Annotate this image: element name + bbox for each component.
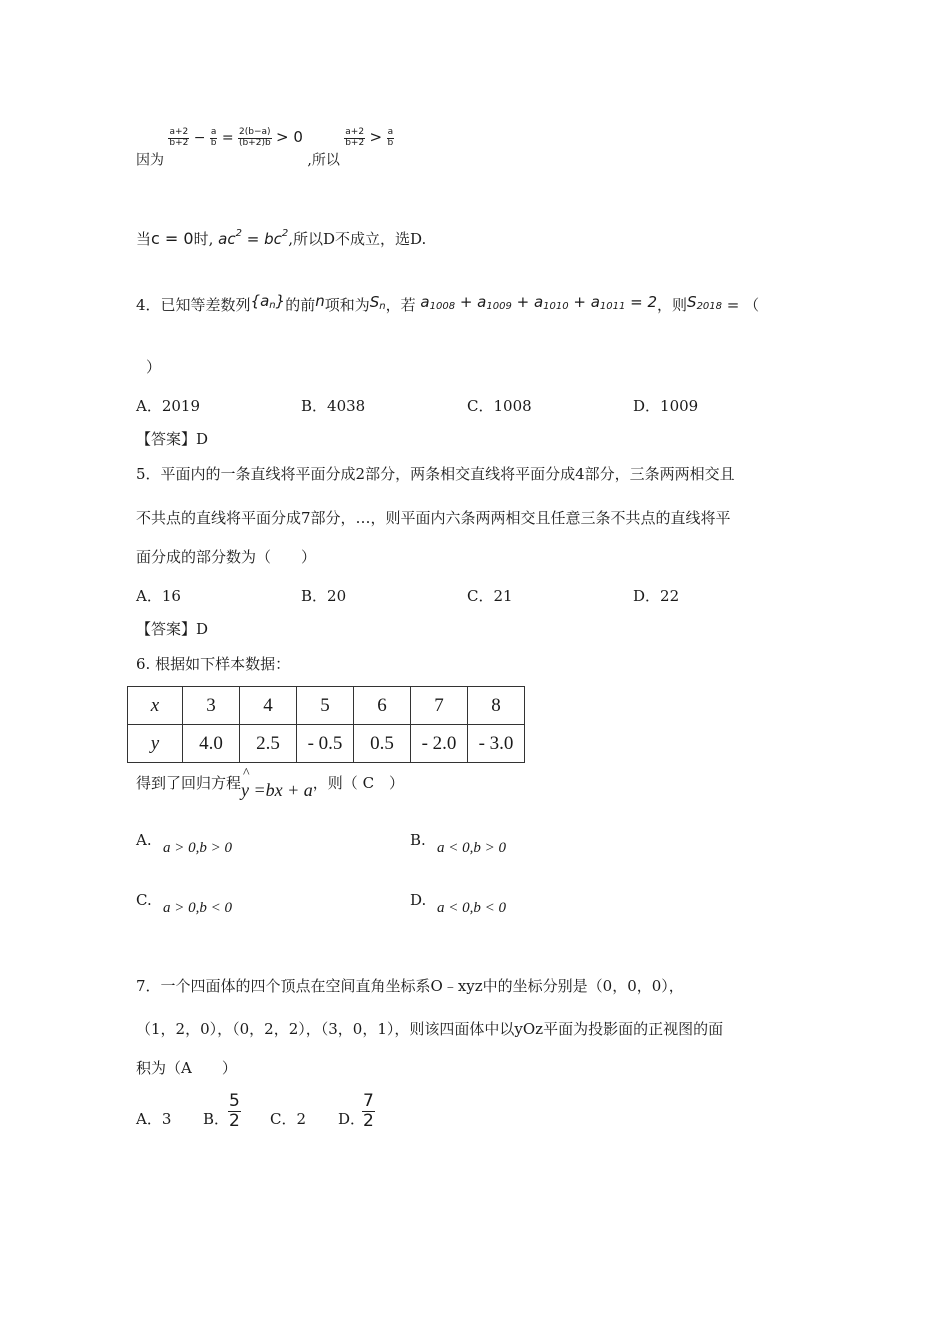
q7-option-a[interactable]: A．3 [136, 1110, 172, 1128]
greater-than-sign: > [369, 128, 383, 147]
subscript: 1011 [599, 301, 626, 312]
sample-data-table [127, 686, 525, 763]
equation-rhs: = bc [241, 230, 282, 248]
numerator: 7 [363, 1091, 374, 1111]
question-4-close [146, 358, 161, 376]
term-a: a [420, 293, 430, 311]
regression-equation [241, 766, 313, 802]
table-row-y [128, 725, 525, 763]
question-4-stem [136, 292, 760, 316]
seq-close: } [275, 292, 286, 310]
q5-option-b[interactable]: B．20 [301, 587, 347, 605]
plus: + [568, 293, 591, 311]
condition-c-zero: c = 0 [151, 229, 194, 248]
line2-suffix: ,所以D不成立，选D. [288, 230, 427, 248]
subscript: n [269, 300, 276, 311]
question-7-line-2: （1，2，0），（0，2，2），（3，0，1），则该四面体中以yOz平面为投影面的正视图的面 [136, 1020, 724, 1038]
fraction [238, 128, 272, 149]
denominator: 2 [229, 1110, 240, 1131]
greater-than-zero: > 0 [276, 128, 303, 147]
q4-text: ，则 [657, 296, 688, 314]
q6-option-c-letter[interactable]: C. [136, 891, 152, 909]
sum-s2018 [687, 293, 722, 311]
q6-stem-text: ，则（ C ） [312, 774, 405, 792]
q4-option-a[interactable]: A．2019 [136, 397, 201, 415]
solution-line-1 [136, 127, 394, 169]
fraction [344, 128, 365, 149]
table-cell: - 2.0 [411, 725, 468, 763]
equation-lhs: ac [218, 230, 236, 248]
close-paren: ） [146, 358, 162, 376]
question-7-line-1: 7．一个四面体的四个顶点在空间直角坐标系O﹣xyz中的坐标分别是（0，0，0）， [136, 977, 684, 995]
q6-option-a-letter[interactable]: A. [136, 831, 152, 849]
q4-option-c[interactable]: C．1008 [467, 397, 532, 415]
subscript: 1009 [486, 301, 512, 312]
plus: + [511, 293, 534, 311]
sum-sn [370, 293, 386, 311]
numerator: a [387, 127, 394, 137]
term-a: a [590, 293, 600, 311]
numerator: a [210, 127, 217, 137]
minus-sign: − [193, 130, 206, 147]
fraction [210, 128, 218, 149]
numerator: a+2 [169, 127, 189, 137]
numerator: a+2 [345, 127, 365, 137]
hat-symbol: ^ [243, 766, 250, 781]
line1-suffix: ,所以 [307, 152, 340, 169]
q4-text: 项和为 [324, 296, 370, 314]
table-cell: 7 [411, 687, 468, 725]
option-letter: B． [203, 1110, 230, 1128]
question-7-line-3: 积为（A ） [136, 1059, 237, 1077]
fraction [387, 128, 395, 149]
q6-option-b-expr: a < 0,b > 0 [437, 840, 506, 856]
solution-line-2 [136, 228, 426, 248]
q4-option-d[interactable]: D．1009 [633, 397, 699, 415]
q5-option-c[interactable]: C．21 [467, 587, 513, 605]
equation-ac2-bc2 [218, 230, 288, 248]
table-cell: - 3.0 [468, 725, 525, 763]
table-cell: 8 [468, 687, 525, 725]
sum-expression [420, 293, 657, 311]
line2-prefix: 当 [136, 230, 152, 248]
q7-option-d[interactable] [338, 1108, 365, 1129]
q5-answer: 【答案】D [136, 620, 209, 638]
q5-option-a[interactable]: A．16 [136, 587, 181, 605]
equals-sign: = [221, 130, 234, 147]
denominator: b+2 [169, 137, 189, 148]
q4-answer: 【答案】D [136, 430, 209, 448]
fraction [168, 128, 189, 149]
question-5-line-2: 不共点的直线将平面分成7部分，…，则平面内六条两两相交且任意三条不共点的直线将平 [136, 509, 731, 527]
plus: + [455, 293, 478, 311]
option-letter: D． [338, 1110, 366, 1128]
seq-a: {a [250, 292, 270, 310]
table-row-x [128, 687, 525, 725]
sum-s: S [369, 293, 380, 311]
table-cell: 4.0 [183, 725, 240, 763]
subscript: 1008 [429, 301, 456, 312]
equals-2: = 2 [625, 293, 658, 311]
fraction-7-2 [362, 1092, 375, 1130]
q6-option-b-letter[interactable]: B. [410, 831, 426, 849]
question-6-stem [136, 766, 405, 800]
table-cell: - 0.5 [297, 725, 354, 763]
table-cell: 3 [183, 687, 240, 725]
subscript: 2018 [696, 301, 723, 312]
variable-n: n [315, 292, 325, 310]
q7-option-c[interactable]: C．2 [270, 1110, 307, 1128]
denominator: b+2 [345, 137, 365, 148]
table-cell: 2.5 [240, 725, 297, 763]
q6-option-a-expr: a > 0,b > 0 [163, 840, 232, 856]
question-6-title: 6. 根据如下样本数据： [136, 655, 291, 673]
q4-text: 4．已知等差数列 [136, 296, 251, 314]
row-label-x: x [128, 687, 183, 725]
exponent-2: 2 [281, 228, 289, 239]
denominator: b [210, 137, 217, 148]
denominator: 2 [363, 1110, 374, 1131]
question-5-line-1: 5．平面内的一条直线将平面分成2部分，两条相交直线将平面分成4部分，三条两两相交且 [136, 465, 735, 483]
table-cell: 0.5 [354, 725, 411, 763]
q6-option-d-letter[interactable]: D. [410, 891, 427, 909]
subscript: 1010 [543, 301, 569, 312]
table-cell: 5 [297, 687, 354, 725]
denominator: b [387, 137, 394, 148]
question-5-line-3: 面分成的部分数为（ ） [136, 548, 317, 566]
q7-option-b[interactable] [203, 1108, 229, 1129]
q4-text: ，若 [385, 296, 416, 314]
q4-option-b[interactable]: B．4038 [301, 397, 366, 415]
term-a: a [477, 293, 487, 311]
equation: y =bx + a [241, 780, 313, 800]
numerator: 5 [229, 1091, 240, 1111]
line1-prefix: 因为 [136, 152, 164, 169]
q6-option-d-expr: a < 0,b < 0 [437, 900, 506, 916]
line2-mid: 时, [193, 230, 214, 248]
table-cell: 6 [354, 687, 411, 725]
fraction-5-2 [228, 1092, 241, 1130]
exponent-2: 2 [235, 228, 242, 239]
term-a: a [533, 293, 544, 311]
q4-equals-paren: = （ [722, 296, 760, 314]
denominator: (b+2)b [238, 137, 271, 148]
q4-text: 的前 [285, 296, 316, 314]
row-label-y: y [128, 725, 183, 763]
subscript: n [379, 301, 386, 312]
q5-option-d[interactable]: D．22 [633, 587, 680, 605]
table-cell: 4 [240, 687, 297, 725]
q6-option-c-expr: a > 0,b < 0 [163, 900, 232, 916]
numerator: 2(b−a) [239, 127, 271, 137]
sum-s: S [687, 293, 697, 311]
sequence-an [251, 292, 286, 310]
q6-stem-text: 得到了回归方程 [136, 774, 242, 792]
